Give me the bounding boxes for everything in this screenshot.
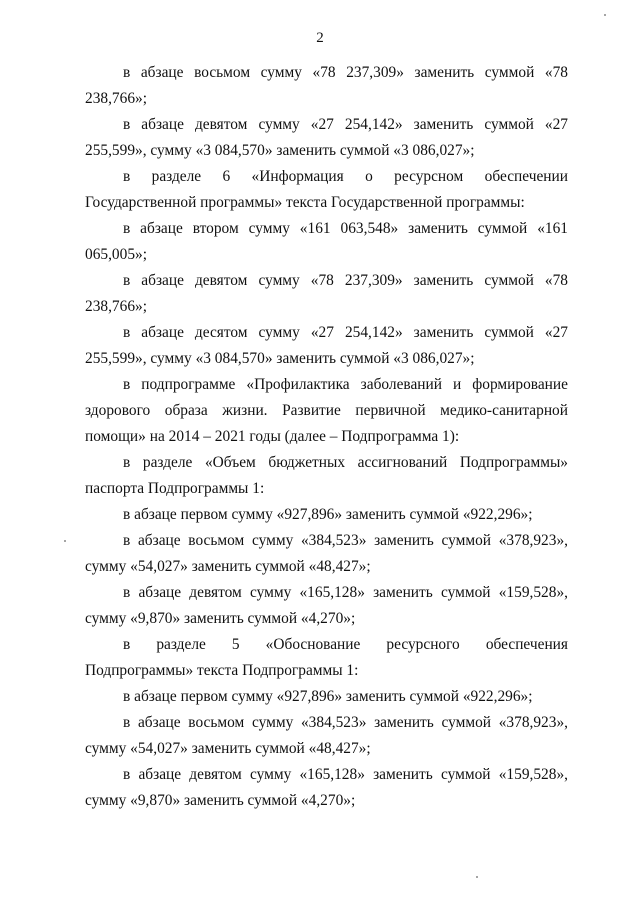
paragraph-1	[85, 60, 568, 112]
paragraph-12	[85, 632, 568, 684]
paragraph-line: текста Подпрограммы 1:	[197, 662, 359, 679]
paragraph-line: в абзаце восьмом сумму «384,523» заменить суммой «378,923»,	[123, 714, 568, 731]
paragraph-line: в разделе 6 «Информация о ресурсном обеспечении Государственной	[85, 168, 568, 211]
document-body	[85, 60, 568, 814]
paragraph-11	[85, 580, 568, 632]
paragraph-line: сумму «54,027» заменить суммой «48,427»;	[85, 558, 371, 575]
paragraph-line: в абзаце восьмом сумму «78 237,309» заменить суммой	[123, 64, 545, 81]
paragraph-line: в абзаце девятом сумму «78 237,309» заменить суммой	[123, 272, 545, 289]
paragraph-line: в разделе «Объем бюджетных ассигнований Подпрограммы»	[123, 454, 568, 471]
paragraph-line: паспорта Подпрограммы 1:	[85, 480, 265, 497]
paragraph-15	[85, 762, 568, 814]
paragraph-line: в абзаце девятом сумму «27 254,142» заменить суммой «27 255,599»,	[85, 116, 568, 159]
paragraph-3	[85, 164, 568, 216]
paragraph-line: в абзаце девятом сумму «165,128» заменить суммой «159,528»,	[123, 766, 568, 783]
paragraph-line: «78 238,766»;	[85, 272, 568, 315]
paragraph-line: в абзаце втором сумму «161 063,548» заменить суммой	[123, 220, 538, 237]
paragraph-8	[85, 450, 568, 502]
paragraph-2	[85, 112, 568, 164]
paragraph-line: в абзаце первом сумму «927,896» заменить суммой «922,296»;	[123, 506, 533, 523]
paragraph-line: в подпрограмме «Профилактика заболеваний и формирование	[123, 376, 568, 393]
scan-speck	[64, 540, 66, 542]
paragraph-line: «78 238,766»;	[85, 64, 568, 107]
paragraph-7	[85, 372, 568, 450]
paragraph-4	[85, 216, 568, 268]
page-number: 2	[316, 30, 324, 46]
paragraph-14	[85, 710, 568, 762]
paragraph-line: на 2014 – 2021 годы (далее – Подпрограмма 1):	[149, 428, 460, 445]
paragraph-line: сумму «54,027» заменить суммой «48,427»;	[85, 740, 371, 757]
paragraph-line: здорового образа жизни. Развитие первичной медико-санитарной помощи»	[85, 402, 568, 445]
paragraph-line: программы» текста Государственной программы:	[200, 194, 525, 211]
paragraph-line: в абзаце первом сумму «927,896» заменить суммой «922,296»;	[123, 688, 533, 705]
paragraph-line: сумму «9,870» заменить суммой «4,270»;	[85, 792, 356, 809]
paragraph-line: сумму «3 084,570» заменить суммой «3 086,027»;	[150, 350, 475, 367]
paragraph-13	[85, 684, 568, 710]
paragraph-line: сумму «3 084,570» заменить суммой «3 086,027»;	[150, 142, 475, 159]
paragraph-line: в абзаце восьмом сумму «384,523» заменить суммой «378,923»,	[123, 532, 568, 549]
paragraph-5	[85, 268, 568, 320]
paragraph-10	[85, 528, 568, 580]
paragraph-line: сумму «9,870» заменить суммой «4,270»;	[85, 610, 356, 627]
paragraph-9	[85, 502, 568, 528]
scan-speck	[476, 876, 478, 878]
paragraph-6	[85, 320, 568, 372]
paragraph-line: «161 065,005»;	[85, 220, 568, 263]
paragraph-line: в абзаце девятом сумму «165,128» заменить суммой «159,528»,	[123, 584, 568, 601]
paragraph-line: в разделе 5 «Обоснование ресурсного обеспечения Подпрограммы»	[85, 636, 568, 679]
scan-speck	[604, 14, 606, 16]
paragraph-line: в абзаце десятом сумму «27 254,142» заменить суммой «27 255,599»,	[85, 324, 568, 367]
